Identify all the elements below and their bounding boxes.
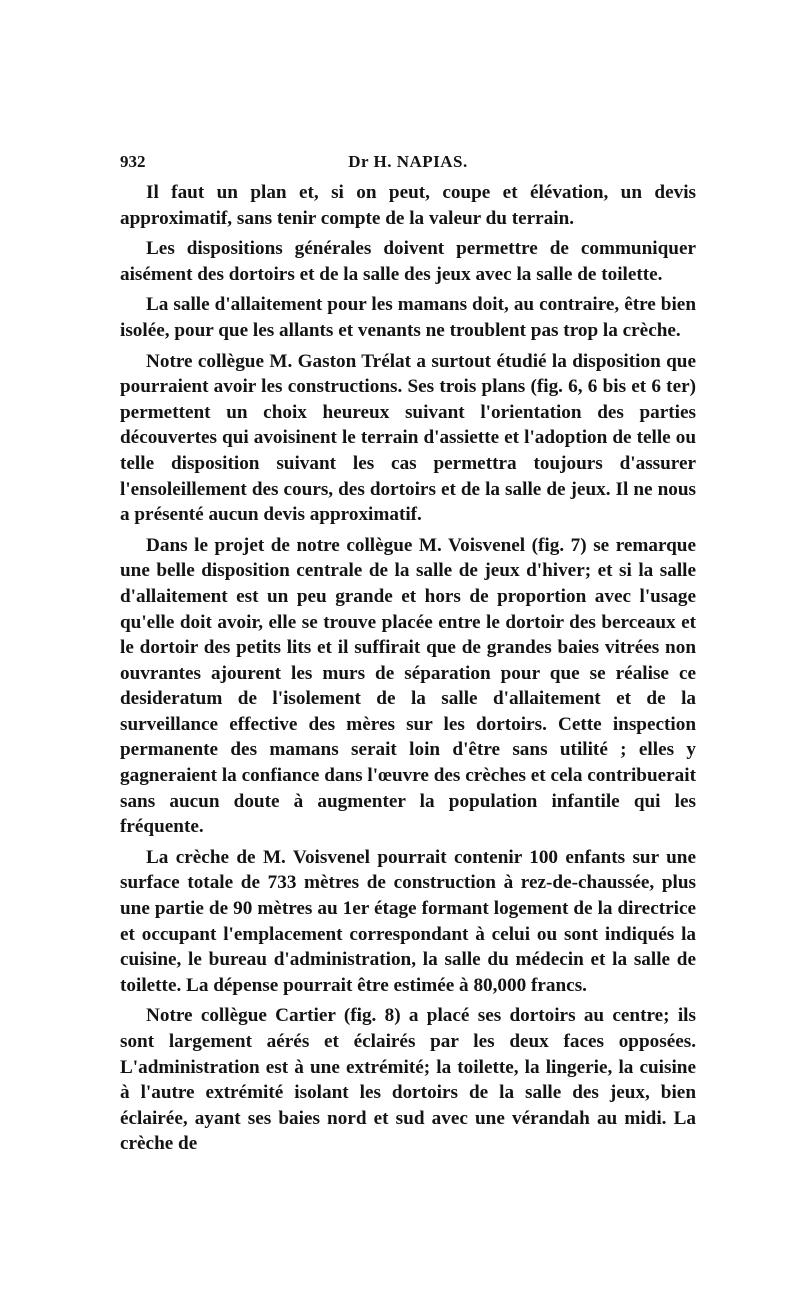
book-page (120, 152, 696, 1162)
paragraph: Dans le projet de notre collègue M. Voisvenel (fig. 7) se remarque une belle disposition centrale de la salle de jeux d'hiver; et si la salle d'allaitement est un peu grande et hors de proportion avec l'usage qu'elle doit avoir, elle se trouve placée entre le dortoir des berceaux et le dortoir des petits lits et il suffirait que de grandes baies vitrées non ouvrantes ajourent les murs de séparation pour que se réalise ce desideratum de l'isolement de la salle d'allaitement et de la surveillance effective des mères sur les dortoirs. Cette inspection permanente des mamans serait loin d'être sans utilité ; elles y gagneraient la confiance dans l'œuvre des crèches et cela contribuerait sans aucun doute à augmenter la population infantile qui les fréquente. (120, 534, 696, 838)
paragraph: Les dispositions générales doivent permettre de communiquer aisément des dortoirs et de la salle des jeux avec la salle de toilette. (120, 238, 696, 285)
paragraph: Notre collègue Cartier (fig. 8) a placé ses dortoirs au centre; ils sont largement aérés et éclairés par les deux faces opposées. L'administration est à une extrémité; la toilette, la lingerie, la cuisine à l'autre extrémité isolant les dortoirs de la salle des jeux, bien éclairée, ayant ses baies nord et sud avec une vérandah au midi. La crèche de (120, 1005, 696, 1155)
paragraph: La crèche de M. Voisvenel pourrait contenir 100 enfants sur une surface totale de 733 mètres de construction à rez-de-chaussée, plus une partie de 90 mètres au 1er étage formant logement de la directrice et occupant l'emplacement correspondant à celui ou sont indiqués la cuisine, le bureau d'administration, la salle du médecin et la salle de toilette. La dépense pourrait être estimée à 80,000 francs. (120, 846, 696, 996)
page-number: 932 (120, 152, 146, 171)
body-text (120, 180, 696, 1157)
paragraph: Il faut un plan et, si on peut, coupe et élévation, un devis approximatif, sans tenir compte de la valeur du terrain. (120, 182, 696, 229)
running-title: Dr H. NAPIAS. (348, 152, 468, 171)
running-header (120, 152, 696, 180)
paragraph: Notre collègue M. Gaston Trélat a surtout étudié la disposition que pourraient avoir les constructions. Ses trois plans (fig. 6, 6 bis et 6 ter) permettent un choix heureux suivant l'orientation des parties découvertes qui avoisinent le terrain d'assiette et l'adoption de telle ou telle disposition suivant les cas permettra toujours d'assurer l'ensoleillement des cours, des dortoirs et de la salle de jeux. Il ne nous a présenté aucun devis approximatif. (120, 350, 696, 526)
paragraph: La salle d'allaitement pour les mamans doit, au contraire, être bien isolée, pour que les allants et venants ne troublent pas trop la crèche. (120, 294, 696, 341)
